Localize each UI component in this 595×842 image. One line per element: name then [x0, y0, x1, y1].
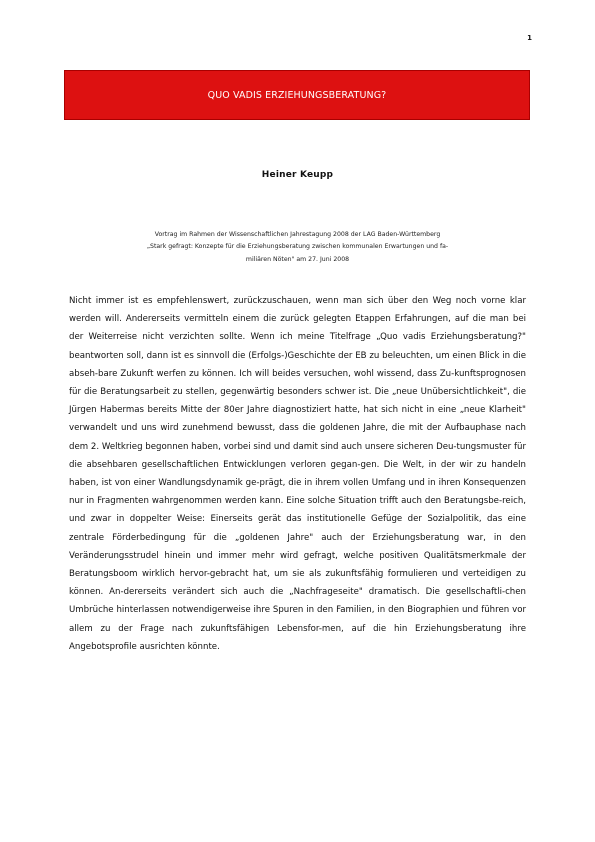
subtitle-line: miliären Nöten" am 27. Juni 2008 [245, 255, 350, 263]
subtitle-line: „Stark gefragt: Konzepte für die Erziehungsberatung zwischen kommunalen Erwartungen und fa- [146, 243, 449, 251]
subtitle-line: Vortrag im Rahmen der Wissenschaftlichen Jahrestagung 2008 der LAG Baden-Württemberg [154, 231, 441, 238]
title-banner [64, 70, 530, 120]
body-paragraph: Nicht immer ist es empfehlenswert, zurückzuschauen, wenn man sich über den Weg noch vorne klar werden will. Andererseits vermitteln einem die zurück gelegten Etappen Erfahrungen, auf die man bei der Weiterreise nicht verzichten sollte. Wenn ich meine Titelfrage „Quo vadis Erziehungsberatung?" beantworten soll, dann ist es sinnvoll die (Erfolgs-)Geschichte der EB zu beleuchten, um einen Blick in die abseh-bare Zukunft werfen zu können. Ich will beides versuchen, wohl wissend, dass Zu-kunftsprognosen für die Beratungsarbeit zu stellen, gegenwärtig besonders schwer ist. Die „neue Unübersichtlichkeit", die Jürgen Habermas bereits Mitte der 80er Jahre diagnostiziert hatte, hat sich nicht in eine „neue Klarheit" verwandelt und uns wird zunehmend bewusst, dass die goldenen Jahre, die mit der Aufbauphase nach dem 2. Weltkrieg begonnen haben, vorbei sind und damit sind auch unsere sicheren Deu-tungsmuster für die absehbaren gesellschaftlichen Entwicklungen verloren gegan-gen. Die Welt, in der wir zu handeln haben, ist von einer Wandlungsdynamik ge-prägt, die in ihrem vollen Umfang und in ihren Konsequenzen nur in Fragmenten wahrgenommen werden kann. Eine solche Situation trifft auch den Beratungsbe-reich, und zwar in doppelter Weise: Einerseits gerät das institutionelle Gefüge der Sozialpolitik, das eine zentrale Förderbedingung für die „goldenen Jahre" auch der Erziehungsberatung war, in den Veränderungsstrudel hinein und immer mehr wird gefragt, welche positiven Qualitätsmerkmale der Beratungsboom wirklich hervor-gebracht hat, um sie als zukunftsfähig formulieren und verteidigen zu können. An-dererseits verändert sich auch die „Nachfrageseite" dramatisch. Die gesellschaftli-chen Umbrüche hinterlassen notwendigerweise ihre Spuren in den Familien, in den Biographien und führen vor allem zu der Frage nach zukunftsfähigen Lebensfor-men, auf die hin Erziehungsberatung ihre Angebotsprofile ausrichten könnte. [69, 296, 526, 652]
document-title: QUO VADIS ERZIEHUNGSBERATUNG? [207, 89, 387, 101]
talk-subtitle [86, 229, 509, 266]
page-number: 1 [527, 34, 532, 42]
author-name: Heiner Keupp [261, 170, 334, 180]
